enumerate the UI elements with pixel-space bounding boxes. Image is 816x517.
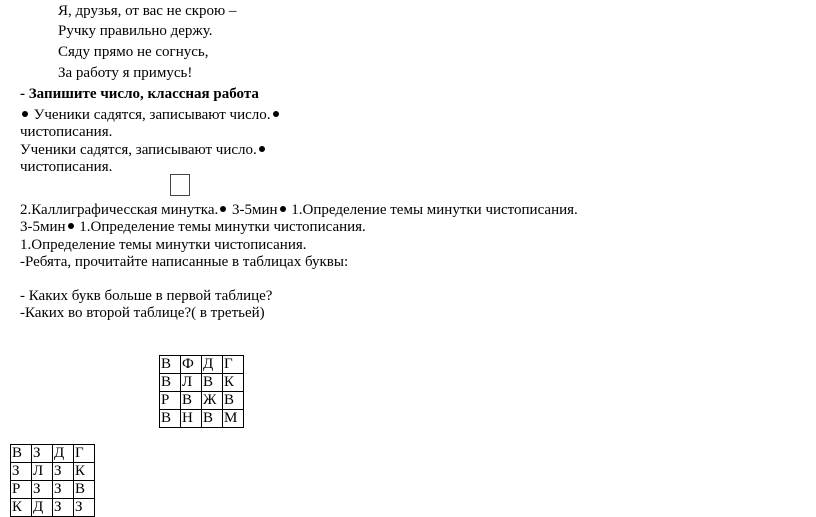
bullet-icon: [273, 111, 279, 117]
poem-line-4: За работу я примусь!: [58, 65, 193, 81]
table-cell: В: [202, 374, 223, 392]
table-row: [11, 481, 95, 499]
table-cell: З: [11, 463, 32, 481]
table-cell: Ф: [181, 356, 202, 374]
block2-line-3: 1.Определение темы минутки чистописания.: [20, 237, 307, 253]
table-cell: К: [74, 463, 95, 481]
table-cell: Л: [181, 374, 202, 392]
table-cell: В: [202, 410, 223, 428]
table-row: [160, 374, 244, 392]
table-cell: З: [53, 463, 74, 481]
letters-table-1: [159, 355, 244, 428]
table-row: [11, 499, 95, 517]
table-cell: З: [74, 499, 95, 517]
bullet-icon: [22, 111, 28, 117]
table-cell: М: [223, 410, 244, 428]
table-cell: К: [223, 374, 244, 392]
table-cell: З: [53, 499, 74, 517]
block1-line-3-text: Ученики садятся, записывают число.: [20, 142, 257, 158]
table-cell: В: [223, 392, 244, 410]
block1-line-2: чистописания.: [20, 124, 113, 140]
table-cell: Д: [32, 499, 53, 517]
bullet-icon: [259, 146, 265, 152]
table-cell: Р: [160, 392, 181, 410]
table-cell: Л: [32, 463, 53, 481]
table-cell: З: [32, 445, 53, 463]
table-cell: В: [11, 445, 32, 463]
poem-line-2: Ручку правильно держу.: [58, 23, 213, 39]
table-cell: В: [160, 410, 181, 428]
table-cell: Н: [181, 410, 202, 428]
question-2: -Каких во второй таблице?( в третьей): [20, 305, 265, 321]
table-cell: Д: [53, 445, 74, 463]
block1-line-3: [20, 141, 267, 159]
question-1: - Каких букв больше в первой таблице?: [20, 288, 273, 304]
block1-line-1: [20, 106, 281, 124]
block2-line-2-a: 3-5мин: [20, 219, 66, 235]
block1-line-1-text: Ученики садятся, записывают число.: [33, 107, 271, 123]
table-row: [11, 445, 95, 463]
block2-line-1-a: 2.Каллиграфичесская минутка.: [20, 202, 219, 218]
table-cell: К: [11, 499, 32, 517]
block2-line-4: -Ребята, прочитайте написанные в таблицах буквы:: [20, 254, 349, 270]
table-row: [160, 392, 244, 410]
block2-line-1-c: 1.Определение темы минутки чистописания.: [291, 202, 578, 218]
table-cell: В: [181, 392, 202, 410]
table-cell: З: [53, 481, 74, 499]
table-cell: З: [32, 481, 53, 499]
table-row: [160, 356, 244, 374]
table-row: [11, 463, 95, 481]
table-row: [160, 410, 244, 428]
poem-line-3: Сяду прямо не согнусь,: [58, 44, 209, 60]
table-cell: Р: [11, 481, 32, 499]
bullet-icon: [280, 206, 286, 212]
table-cell: В: [74, 481, 95, 499]
table-cell: Г: [223, 356, 244, 374]
poem-line-1: Я, друзья, от вас не скрою –: [58, 3, 237, 19]
table-cell: В: [160, 356, 181, 374]
block2-line-2-b: 1.Определение темы минутки чистописания.: [79, 219, 366, 235]
bullet-icon: [68, 223, 74, 229]
checkbox-square[interactable]: [170, 174, 190, 196]
block1-line-4: чистописания.: [20, 159, 113, 175]
table-cell: Ж: [202, 392, 223, 410]
table-cell: Д: [202, 356, 223, 374]
section-heading: - Запишите число, классная работа: [20, 86, 259, 102]
block2-line-1-b: 3-5мин: [231, 202, 278, 218]
block2-line-2: [20, 218, 366, 236]
letters-table-2: [10, 444, 95, 517]
bullet-icon: [220, 206, 226, 212]
table-cell: Г: [74, 445, 95, 463]
block2-line-1: [20, 201, 578, 219]
table-cell: В: [160, 374, 181, 392]
